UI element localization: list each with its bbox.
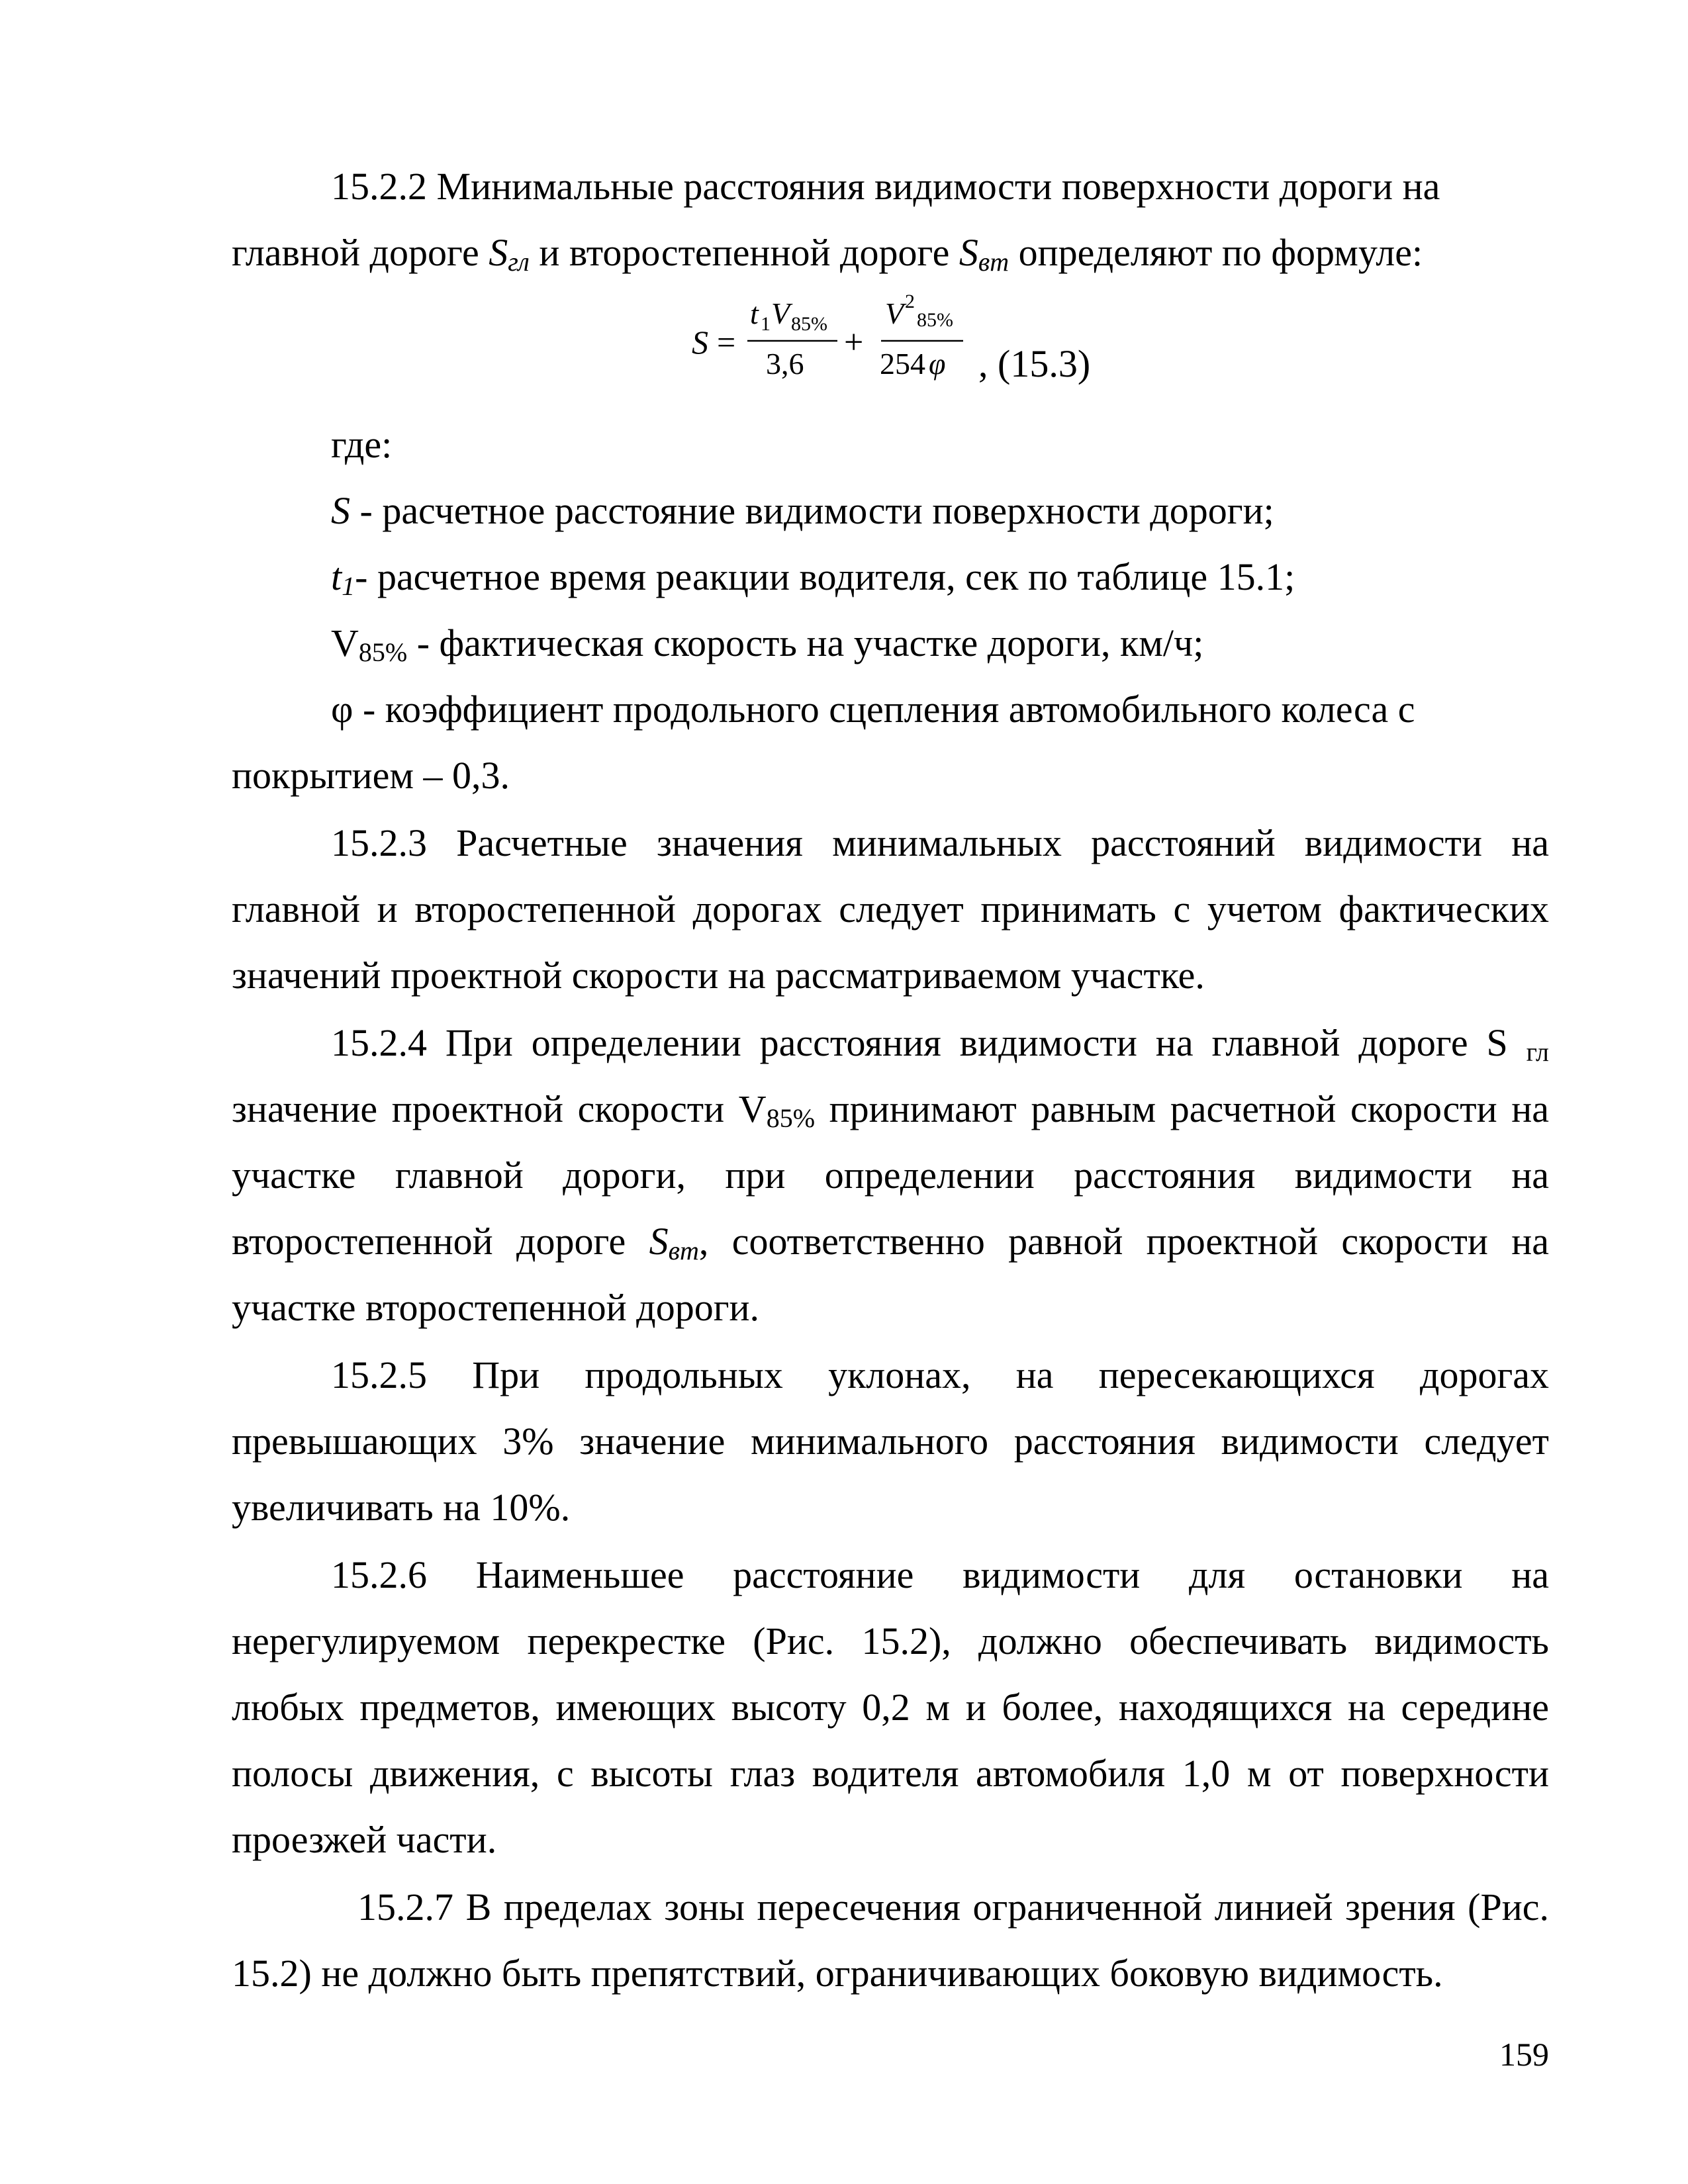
text-fragment: определяют по формуле: <box>1009 231 1423 274</box>
text-fragment: 15.2.4 При определении расстояния видимости на главной дороге S <box>331 1021 1526 1064</box>
paragraph-15-2-3: 15.2.3 Расчетные значения минимальных расстояний видимости на главной и второстепенной дорогах следует принимать с учетом фактических значений проектной скорости на рассматриваемом участке. <box>232 821 1549 997</box>
text-fragment: принимают равным расчетной скорости на участке главной дороги, при определении расстояния видимости на второстепенной дороге <box>232 1087 1549 1263</box>
subscript-85: 85% <box>766 1103 816 1133</box>
subscript-vt: вт <box>978 247 1009 277</box>
definition-s <box>232 478 1549 544</box>
definition-text: - фактическая скорость на участке дороги, км/ч; <box>407 621 1204 664</box>
text-fragment: главной дороге <box>232 231 489 274</box>
symbol-t: t <box>331 555 342 598</box>
page-number: 159 <box>1499 2036 1549 2073</box>
paragraph-15-2-2-line2 <box>232 220 1549 286</box>
where-label: где: <box>331 423 393 466</box>
subscript-85: 85% <box>358 637 408 667</box>
subscript-vt: вт <box>668 1236 699 1265</box>
formula-graphic <box>692 289 983 408</box>
definition-t1 <box>232 544 1549 610</box>
text-fragment: и второстепенной дороге <box>529 231 959 274</box>
definition-text: - расчетное время реакции водителя, сек по таблице 15.1; <box>355 555 1295 598</box>
formula-lhs: S <box>692 324 708 361</box>
formula-plus: + <box>844 324 864 361</box>
subscript-gl: гл <box>508 247 530 277</box>
definition-phi: φ - коэффициент продольного сцепления автомобильного колеса с <box>331 688 1415 731</box>
paragraph-15-2-7: 15.2.7 В пределах зоны пересечения ограниченной линией зрения (Рис. 15.2) не должно быть препятствий, ограничивающих боковую видимость. <box>232 1886 1549 1995</box>
symbol-s-sec: S <box>959 231 978 274</box>
paragraph-15-2-2-line1: 15.2.2 Минимальные расстояния видимости поверхности дороги на <box>331 165 1440 208</box>
formula-num2-sub: 85% <box>917 309 953 331</box>
paragraph-15-2-6: 15.2.6 Наименьшее расстояние видимости для остановки на нерегулируемом перекрестке (Рис. 15.2), должно обеспечивать видимость любых предметов, имеющих высоту 0,2 м и более, находящихся на середине полосы движения, с высоты глаз водителя автомобиля 1,0 м от поверхности проезжей части. <box>232 1553 1549 1861</box>
paragraph-15-2-5: 15.2.5 При продольных уклонах, на пересекающихся дорогах превышающих 3% значение минимального расстояния видимости следует увеличивать на 10%. <box>232 1353 1549 1529</box>
symbol-s-sec: S <box>649 1220 669 1263</box>
formula-num2-sup: 2 <box>905 291 915 312</box>
definition-v85 <box>232 610 1549 676</box>
formula-num2-v: V <box>885 296 904 330</box>
formula-15-3 <box>232 286 1549 412</box>
body-text <box>232 154 1549 2007</box>
text-fragment: , соответственно равной проектной скорости на участке второстепенной дороги. <box>232 1220 1549 1329</box>
formula-den2: 254 <box>880 347 925 381</box>
paragraph-15-2-4 <box>232 1010 1549 1341</box>
formula-num1-t: t <box>750 296 759 330</box>
text-fragment: значение проектной скорости V <box>232 1087 767 1130</box>
formula-equals: = <box>717 324 736 361</box>
symbol-s-main: S <box>489 231 508 274</box>
formula-number: , (15.3) <box>978 342 1091 385</box>
definition-phi-cont: покрытием – 0,3. <box>232 754 510 797</box>
formula-den1: 3,6 <box>766 347 804 381</box>
formula-num1-t-sub: 1 <box>761 313 771 335</box>
definition-text: - расчетное расстояние видимости поверхности дороги; <box>350 489 1274 532</box>
symbol-s: S <box>331 489 350 532</box>
formula-num1-v: V <box>771 296 790 330</box>
formula-num1-v-sub: 85% <box>791 313 827 335</box>
subscript-gl: гл <box>1526 1037 1549 1067</box>
formula-den2-phi: φ <box>929 347 946 381</box>
symbol-v: V <box>331 621 359 664</box>
subscript-1: 1 <box>342 571 355 601</box>
